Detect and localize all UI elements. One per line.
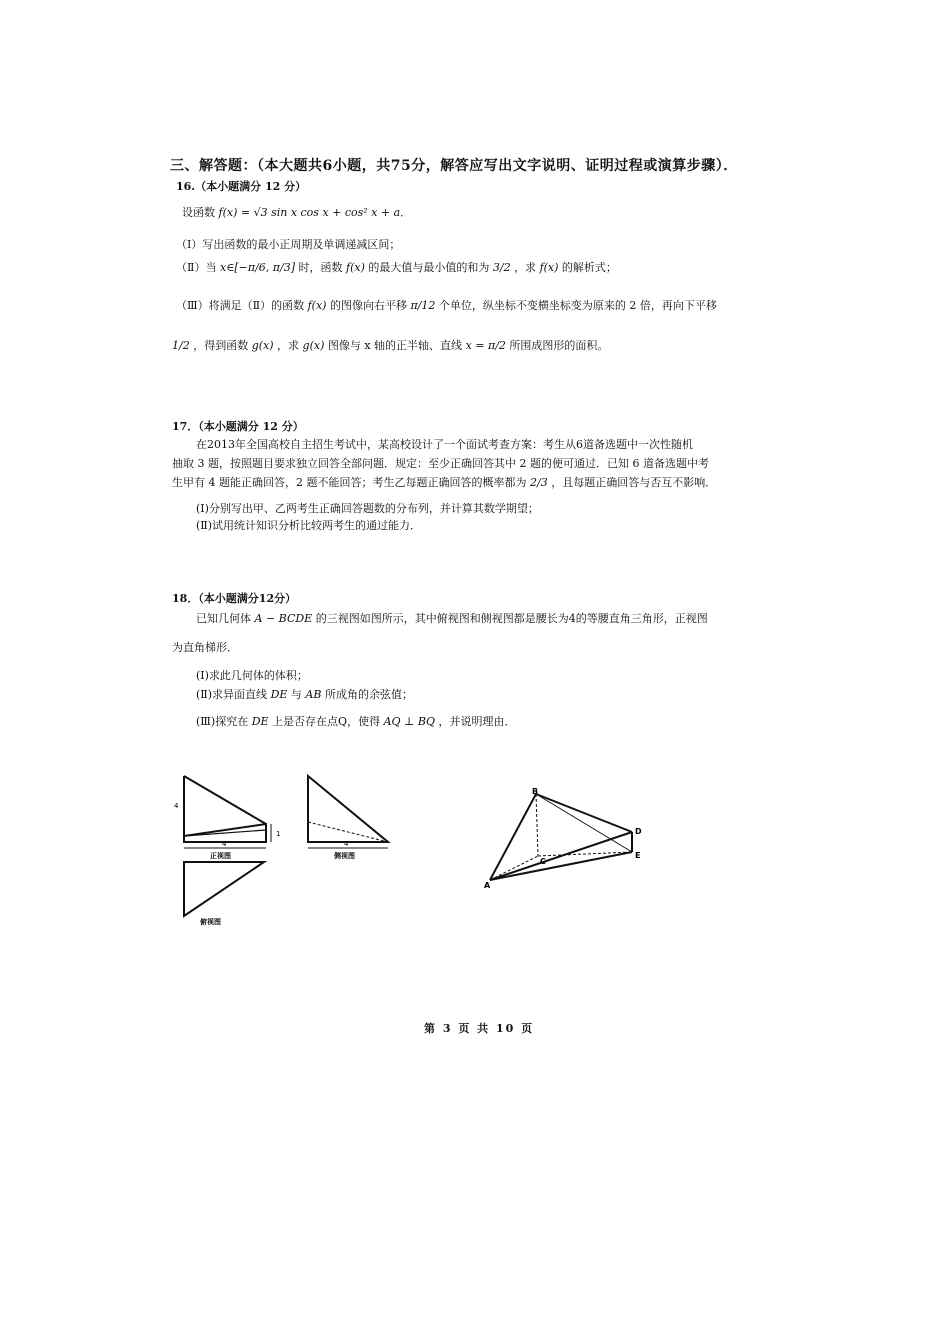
top-view [184, 862, 264, 926]
q16-p2-text-c: 的最大值与最小值的和为 [368, 261, 490, 274]
q16-p2-sum: 3/2 [492, 261, 511, 274]
side-dim-4: 4 [344, 840, 349, 848]
q18-p3-de: DE [251, 715, 269, 728]
q17-line1: 在2013年全国高校自主招生考试中，某高校设计了一个面试考查方案：考生从6道备选题中一次性随机 [196, 438, 693, 451]
solid-figure [478, 784, 658, 894]
q17-part2: (Ⅱ)试用统计知识分析比较两考生的通过能力． [196, 519, 422, 532]
q16-p2-text-d: ，求 [514, 261, 537, 274]
q16-p3-down: 1/2 [172, 339, 190, 352]
label-D: D [635, 827, 642, 836]
edge-BD [536, 794, 632, 832]
q17-line3-b: ，且每题正确回答与否互不影响． [551, 476, 717, 489]
q16-p3-text-g: 所围成图形的面积。 [509, 339, 609, 352]
q16-p2-interval: x∈[−π/6, π/3] [219, 261, 295, 274]
front-view [174, 776, 280, 860]
q16-p3-text-c: 个单位，纵坐标不变横坐标变为原来的 2 倍，再向下平移 [438, 299, 717, 312]
q16-part3-cont [172, 337, 608, 353]
q18-p2-de: DE [270, 688, 288, 701]
label-C: C [540, 857, 546, 866]
q17-part1: (Ⅰ)分别写出甲、乙两考生正确回答题数的分布列，并计算其数学期望； [196, 502, 539, 515]
top-view-outline [184, 862, 264, 916]
q16-p3-fx: f(x) [307, 299, 327, 312]
q18-solid: A − BCDE [254, 612, 313, 625]
edge-BE [536, 794, 632, 852]
front-view-edge [184, 776, 266, 824]
q16-heading: 16.（本小题满分 12 分） [176, 180, 307, 193]
q18-heading: 18．（本小题满分12分） [172, 592, 297, 605]
edge-BC [536, 794, 538, 856]
label-E: E [635, 851, 641, 860]
three-view-figure [160, 770, 420, 930]
q16-intro: 设函数 f(x) = √3 sin x cos x + cos² x + a． [182, 206, 412, 219]
section-title: 三、解答题：（本大题共6小题，共75分，解答应写出文字说明、证明过程或演算步骤）． [170, 158, 738, 174]
q18-part3 [196, 713, 516, 729]
q18-part1: (Ⅰ)求此几何体的体积； [196, 669, 308, 682]
q16-p3-gx-2: g(x) [302, 339, 325, 352]
q16-part3 [176, 297, 717, 313]
q17-line3-a: 生甲有 4 题能正确回答，2 题不能回答；考生乙每题正确回答的概率都为 [172, 476, 527, 489]
front-caption: 正视图 [210, 852, 231, 860]
q16-p3-text-f: 图像与 x 轴的正半轴、直线 [327, 339, 463, 352]
q16-p2-text-e: 的解析式； [561, 261, 617, 274]
q16-p2-fx-2: f(x) [539, 261, 559, 274]
q18-p2-c: 所成角的余弦值； [324, 688, 413, 701]
q18-line1 [196, 610, 708, 626]
q16-intro-prefix: 设函数 [182, 206, 215, 219]
side-view [308, 776, 388, 860]
q17-heading: 17．（本小题满分 12 分） [172, 420, 304, 433]
q16-part2 [176, 259, 617, 275]
q16-p3-text-b: 的图像向右平移 [329, 299, 407, 312]
front-dim-4: 4 [222, 840, 227, 848]
q17-line2: 抽取 3 题，按照题目要求独立回答全部问题．规定：至少正确回答其中 2 题的便可通过．已知 6 道备选题中考 [172, 457, 709, 470]
q16-p3-line: x = π/2 [465, 339, 506, 352]
q18-line2: 为直角梯形． [172, 641, 238, 654]
q18-part2 [196, 686, 413, 702]
q18-p3-cond: AQ ⊥ BQ [383, 715, 435, 728]
q16-p2-text-a: （Ⅱ）当 [176, 261, 217, 274]
q17-line3 [172, 474, 716, 490]
q18-line1-b: 的三视图如图所示，其中俯视图和侧视图都是腰长为4的等腰直角三角形，正视图 [315, 612, 708, 625]
q18-p2-ab: AB [305, 688, 322, 701]
q17-prob: 2/3 [530, 476, 548, 489]
label-B: B [532, 787, 539, 796]
front-dim-4-left: 4 [174, 802, 179, 810]
q16-formula: f(x) = √3 sin x cos x + cos² x + a [218, 206, 401, 219]
q16-p2-fx: f(x) [346, 261, 365, 274]
q16-p3-text-a: （Ⅲ）将满足（Ⅱ）的函数 [176, 299, 305, 312]
page-footer: 第 3 页 共 10 页 [424, 1022, 535, 1035]
q16-p3-text-e: ，求 [277, 339, 300, 352]
q18-p2-a: (Ⅱ)求异面直线 [196, 688, 268, 701]
top-caption: 俯视图 [200, 918, 221, 926]
q18-p3-a: (Ⅲ)探究在 [196, 715, 249, 728]
q16-p3-gx: g(x) [251, 339, 274, 352]
q18-p2-b: 与 [290, 688, 302, 701]
q16-p2-text-b: 时，函数 [298, 261, 343, 274]
front-dim-1: 1 [276, 830, 281, 838]
q16-part1: （Ⅰ）写出函数的最小正周期及单调递减区间； [176, 238, 401, 251]
q18-line1-a: 已知几何体 [196, 612, 251, 625]
q18-p3-c: ，并说明理由． [438, 715, 516, 728]
front-view-outline [184, 776, 266, 842]
label-A: A [484, 881, 491, 890]
q18-p3-b: 上是否存在点Q，使得 [272, 715, 381, 728]
q16-p3-shift: π/12 [410, 299, 436, 312]
side-caption: 侧视图 [334, 852, 355, 860]
q16-p3-text-d: ，得到函数 [193, 339, 249, 352]
